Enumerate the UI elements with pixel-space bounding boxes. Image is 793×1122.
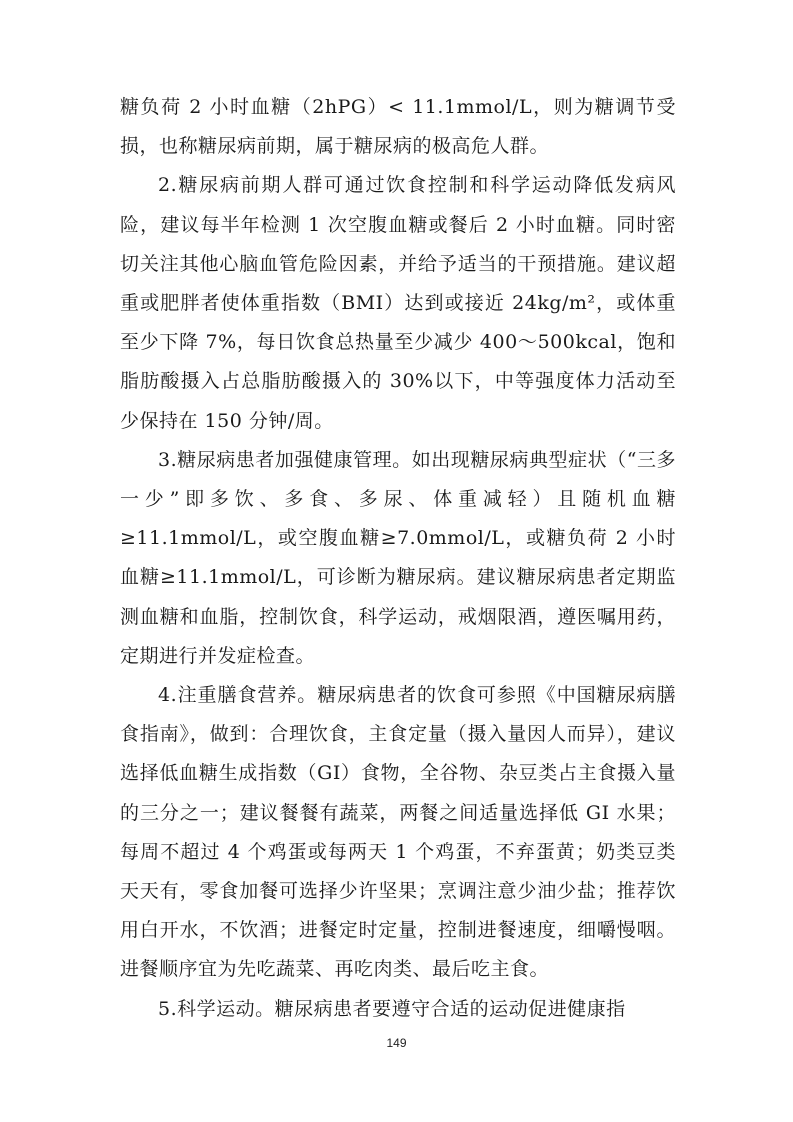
page-number: 149 bbox=[386, 1036, 407, 1050]
paragraph-item-2: 2.糖尿病前期人群可通过饮食控制和科学运动降低发病风险，建议每半年检测 1 次空腹血糖或餐后 2 小时血糖。同时密切关注其他心脑血管危险因素，并给予适当的干预措施。建议超重或肥胖者使体重指数（BMI）达到或接近 24kg/m²，或体重至少下降 7%，每日饮食总热量至少减少 400～500kcal，饱和脂肪酸摄入占总脂肪酸摄入的 30%以下，中等强度体力活动至少保持在 150 分钟/周。 bbox=[120, 174, 676, 432]
paragraph-continuation: 糖负荷 2 小时血糖（2hPG）< 11.1mmol/L，则为糖调节受损，也称糖尿病前期，属于糖尿病的极高危人群。 bbox=[120, 96, 676, 158]
paragraph-item-4: 4.注重膳食营养。糖尿病患者的饮食可参照《中国糖尿病膳食指南》，做到：合理饮食，主食定量（摄入量因人而异），建议选择低血糖生成指数（GI）食物，全谷物、杂豆类占主食摄入量的三分之一；建议餐餐有蔬菜，两餐之间适量选择低 GI 水果；每周不超过 4 个鸡蛋或每两天 1 个鸡蛋，不弃蛋黄；奶类豆类天天有，零食加餐可选择少许坚果；烹调注意少油少盐；推荐饮用白开水，不饮酒；进餐定时定量，控制进餐速度，细嚼慢咽。进餐顺序宜为先吃蔬菜、再吃肉类、最后吃主食。 bbox=[120, 684, 676, 981]
paragraph-item-5: 5.科学运动。糖尿病患者要遵守合适的运动促进健康指 bbox=[158, 997, 626, 1020]
paragraph-item-3: 3.糖尿病患者加强健康管理。如出现糖尿病典型症状（“三多一少”即多饮、多食、多尿、体重减轻）且随机血糖≥11.1mmol/L，或空腹血糖≥7.0mmol/L，或糖负荷 2 小时血糖≥11.1mmol/L，可诊断为糖尿病。建议糖尿病患者定期监测血糖和血脂，控制饮食，科学运动，戒烟限酒，遵医嘱用药，定期进行并发症检查。 bbox=[120, 448, 676, 667]
body-text bbox=[120, 88, 676, 1029]
